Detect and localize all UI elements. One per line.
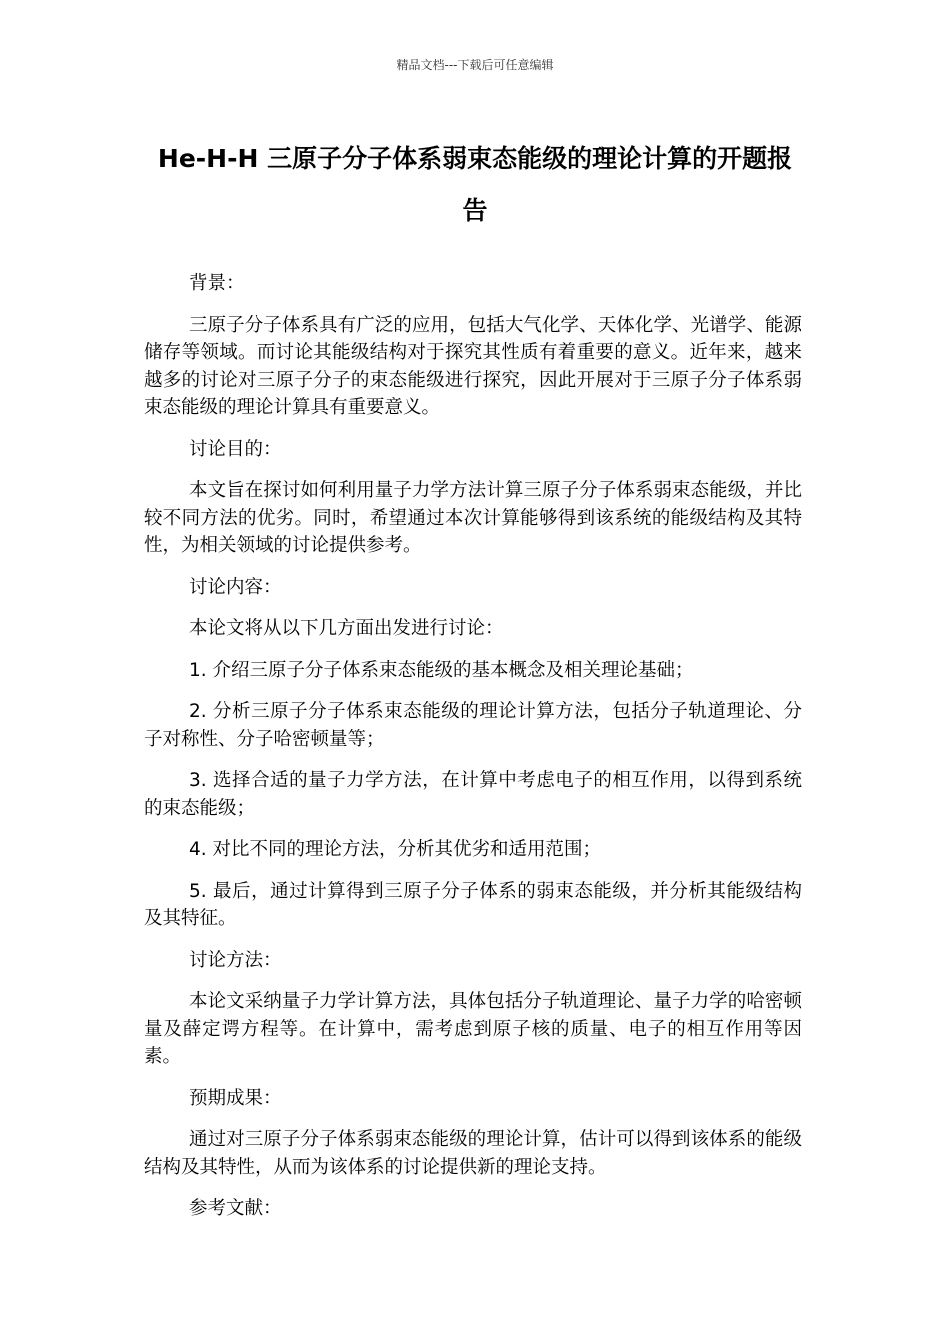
section-heading-content: 讨论内容： xyxy=(189,576,282,598)
background-paragraph: 三原子分子体系具有广泛的应用，包括大气化学、天体化学、光谱学、能源储存等领域。而讨论其能级结构对于探究其性质有着重要的意义。近年来，越来越多的讨论对三原子分子的束态能级进行探究，因此开展对于三原子分子体系弱束态能级的理论计算具有重要意义。 xyxy=(144,314,802,418)
document-body xyxy=(144,270,802,1237)
expected-results-paragraph: 通过对三原子分子体系弱束态能级的理论计算，估计可以得到该体系的能级结构及其特性，从而为该体系的讨论提供新的理论支持。 xyxy=(144,1129,802,1178)
section-heading-method: 讨论方法： xyxy=(189,949,282,971)
content-list-item-3: 3. 选择合适的量子力学方法，在计算中考虑电子的相互作用，以得到系统的束态能级； xyxy=(144,770,802,819)
section-heading-references: 参考文献： xyxy=(189,1198,282,1219)
section-heading-expected-results: 预期成果： xyxy=(189,1087,282,1109)
section-heading-background: 背景： xyxy=(189,273,245,294)
content-list-item-1: 1. 介绍三原子分子体系束态能级的基本概念及相关理论基础； xyxy=(189,659,694,681)
content-list-item-4: 4. 对比不同的理论方法，分析其优劣和适用范围； xyxy=(189,839,602,860)
section-heading-purpose: 讨论目的： xyxy=(189,438,282,460)
content-list-item-5: 5. 最后，通过计算得到三原子分子体系的弱束态能级，并分析其能级结构及其特征。 xyxy=(144,880,802,929)
content-list-item-2: 2. 分析三原子分子体系束态能级的理论计算方法，包括分子轨道理论、分子对称性、分子哈密顿量等； xyxy=(144,701,802,750)
purpose-paragraph: 本文旨在探讨如何利用量子力学方法计算三原子分子体系弱束态能级，并比较不同方法的优劣。同时，希望通过本次计算能够得到该系统的能级结构及其特性，为相关领域的讨论提供参考。 xyxy=(144,480,802,556)
page-header-watermark: 精品文档---下载后可任意编辑 xyxy=(396,58,554,72)
method-paragraph: 本论文采纳量子力学计算方法，具体包括分子轨道理论、量子力学的哈密顿量及薛定谔方程等。在计算中，需考虑到原子核的质量、电子的相互作用等因素。 xyxy=(144,991,802,1067)
content-intro-paragraph: 本论文将从以下几方面出发进行讨论： xyxy=(189,618,504,639)
document-title: He-H-H 三原子分子体系弱束态能级的理论计算的开题报告 xyxy=(157,144,793,225)
